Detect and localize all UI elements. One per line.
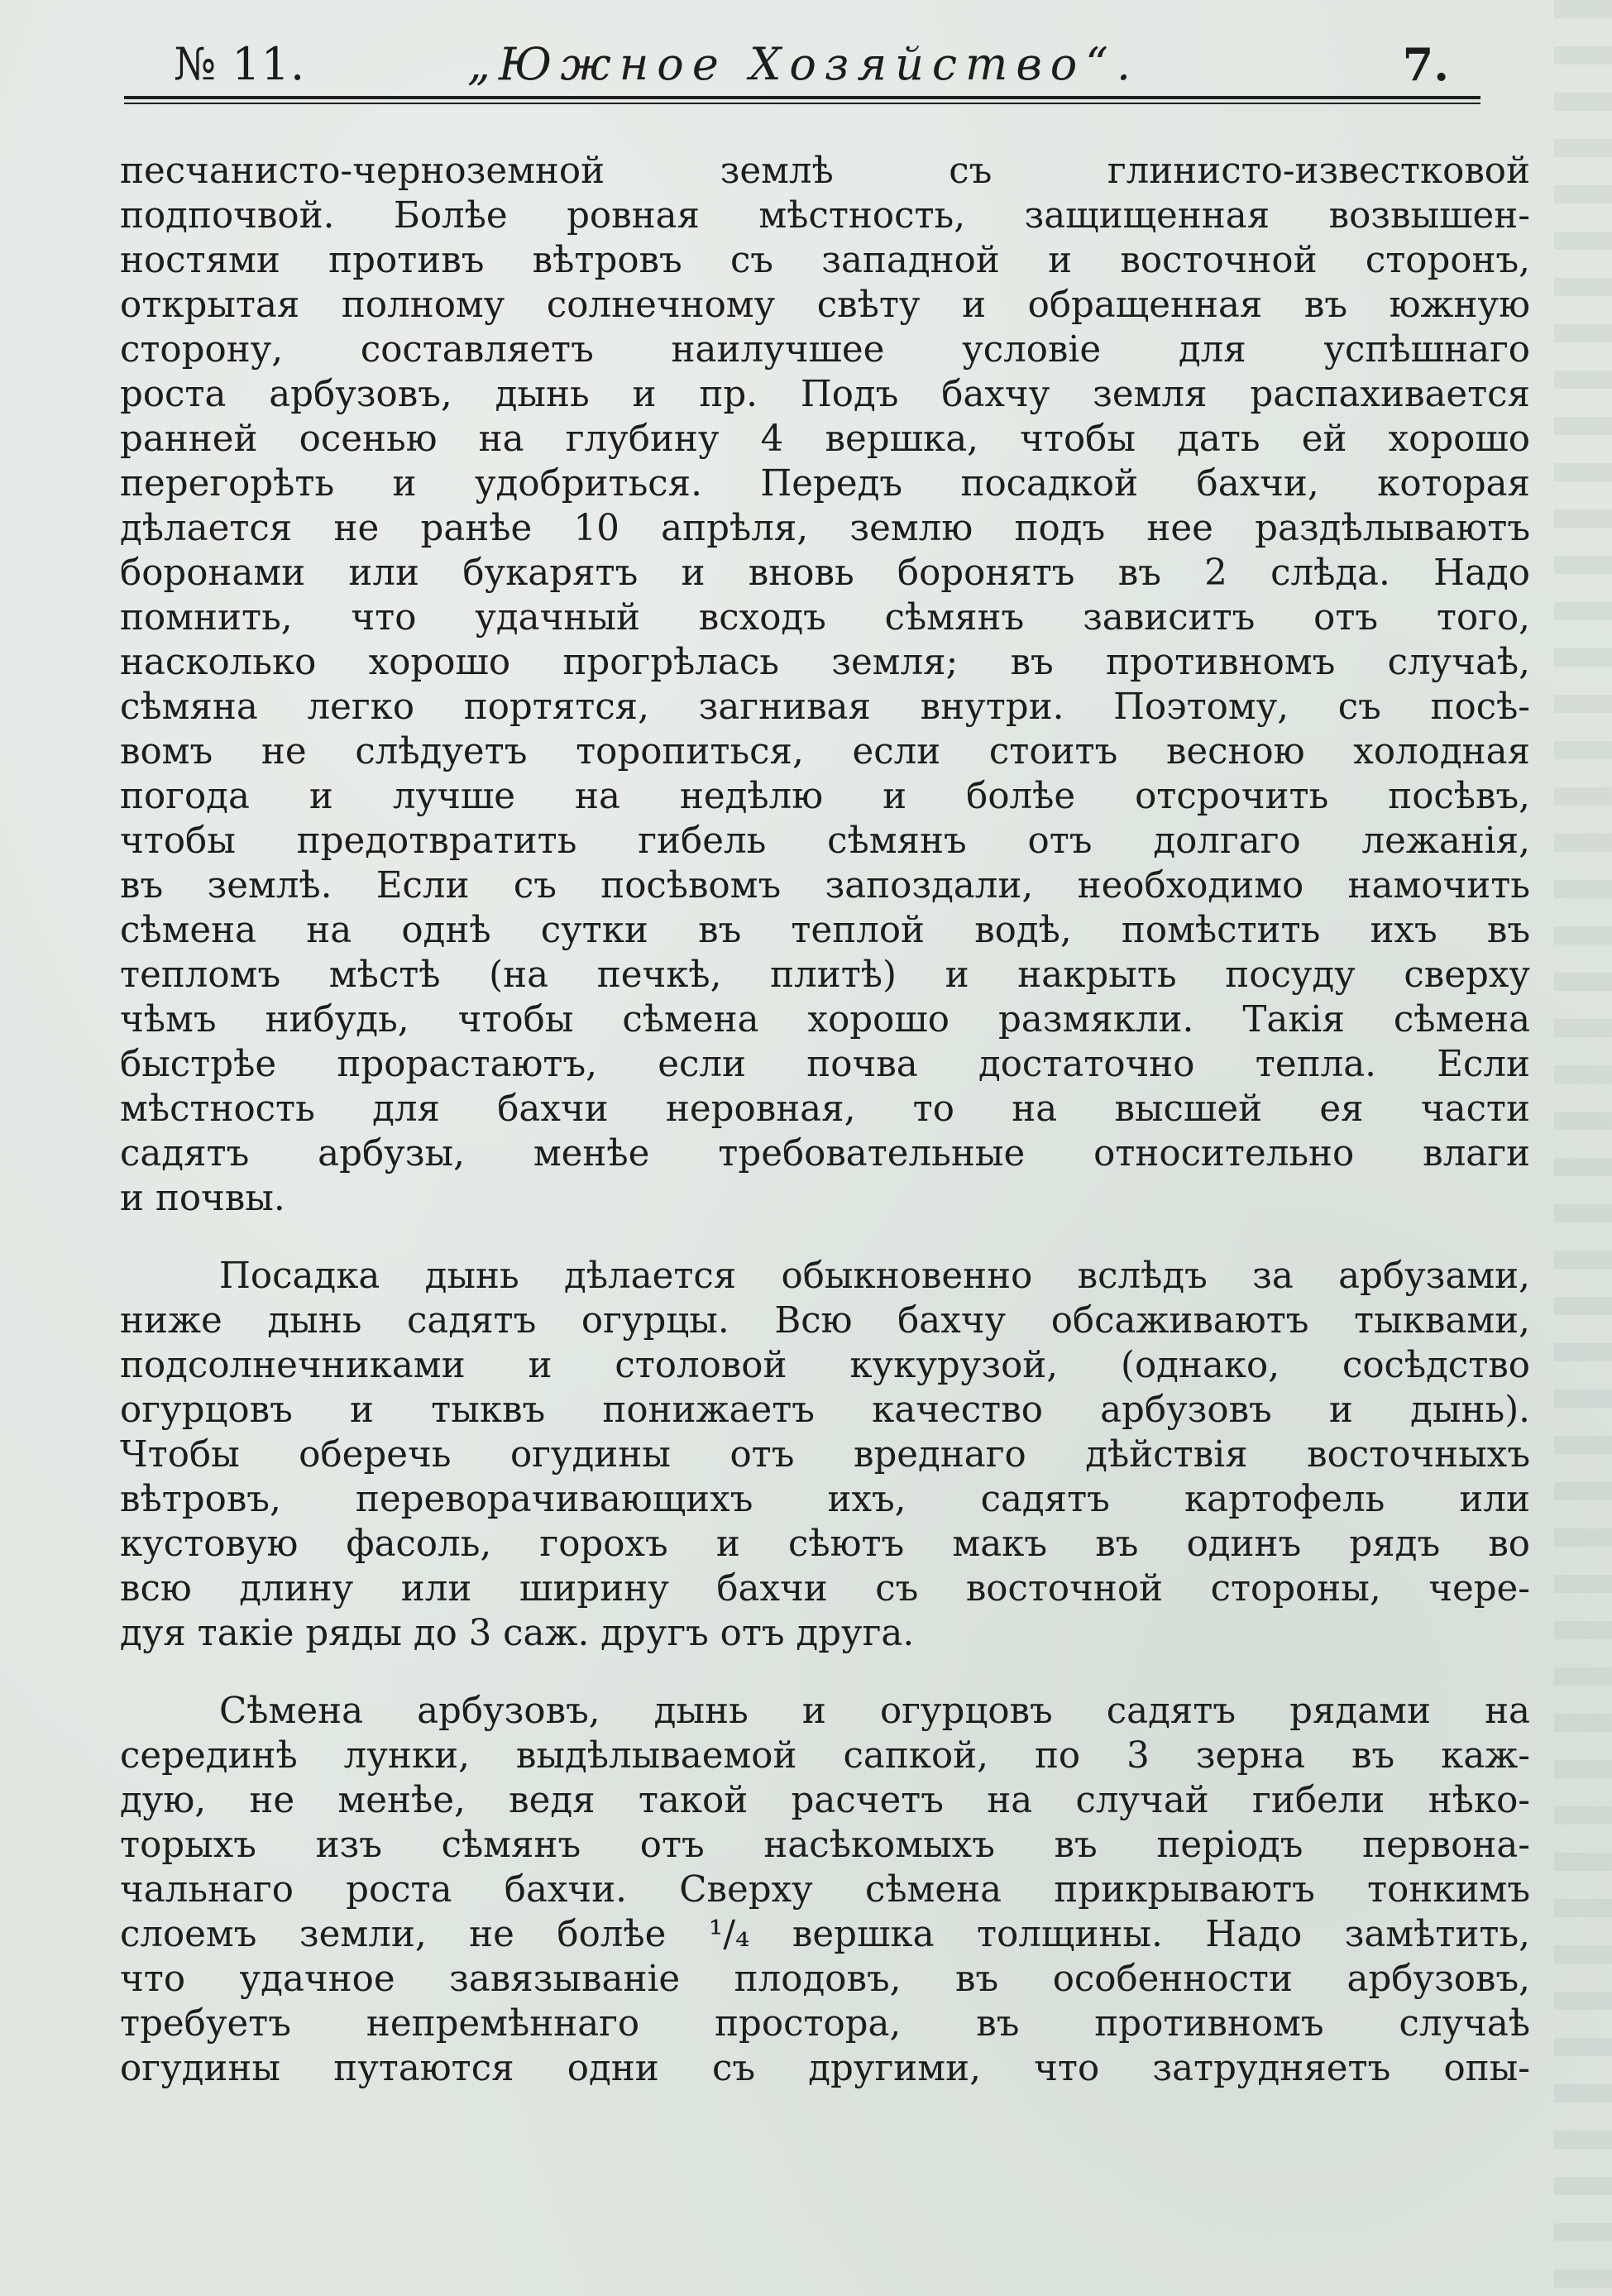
text-line: огудины путаются одни съ другими, что затрудняетъ опы-	[120, 2048, 1530, 2089]
text-line: что удачное завязываніе плодовъ, въ особенности арбузовъ,	[120, 1959, 1530, 2000]
text-line: песчанисто-черноземной землѣ съ глинисто-известковой	[120, 151, 1530, 192]
text-line: открытая полному солнечному свѣту и обращенная въ южную	[120, 285, 1530, 326]
paragraph-3	[120, 1689, 1530, 2091]
text-line: чтобы предотвратить гибель сѣмянъ отъ долгаго лежанія,	[120, 820, 1530, 862]
text-line: чальнаго роста бахчи. Сверху сѣмена прикрываютъ тонкимъ	[120, 1869, 1530, 1911]
text-line: Посадка дынь дѣлается обыкновенно вслѣдъ за арбузами,	[219, 1256, 1530, 1297]
header-rule-thick	[124, 96, 1480, 99]
text-line: перегорѣть и удобриться. Передъ посадкой бахчи, которая	[120, 463, 1530, 505]
text-line: въ землѣ. Если съ посѣвомъ запоздали, необходимо намочить	[120, 865, 1530, 906]
paragraph-1	[120, 149, 1530, 1221]
journal-title: „Южное Хозяйство“.	[466, 38, 1140, 90]
text-line: и почвы.	[120, 1178, 285, 1219]
article-body	[120, 149, 1530, 2091]
text-line: быстрѣе прорастаютъ, если почва достаточно тепла. Если	[120, 1044, 1530, 1085]
text-line: помнить, что удачный всходъ сѣмянъ зависитъ отъ того,	[120, 597, 1530, 639]
paragraph-2	[120, 1254, 1530, 1656]
text-line: мѣстность для бахчи неровная, то на высшей ея части	[120, 1088, 1530, 1130]
text-line: тепломъ мѣстѣ (на печкѣ, плитѣ) и накрыть посуду сверху	[120, 954, 1530, 996]
text-line: слоемъ земли, не болѣе ¹/₄ вершка толщины. Надо замѣтить,	[120, 1914, 1530, 1955]
text-line: чѣмъ нибудь, чтобы сѣмена хорошо размякли. Такія сѣмена	[120, 999, 1530, 1040]
text-line: сѣмена на однѣ сутки въ теплой водѣ, помѣстить ихъ въ	[120, 910, 1530, 951]
text-line: вомъ не слѣдуетъ торопиться, если стоитъ весною холодная	[120, 731, 1530, 773]
text-line: ниже дынь садятъ огурцы. Всю бахчу обсаживаютъ тыквами,	[120, 1300, 1530, 1342]
text-line: роста арбузовъ, дынь и пр. Подъ бахчу земля распахивается	[120, 374, 1530, 415]
text-line: боронами или букарятъ и вновь боронятъ въ 2 слѣда. Надо	[120, 552, 1530, 594]
text-line: огурцовъ и тыквъ понижаетъ качество арбузовъ и дынь).	[120, 1390, 1530, 1431]
text-line: кустовую фасоль, горохъ и сѣютъ макъ въ одинъ рядъ во	[120, 1523, 1530, 1565]
text-line: сторону, составляетъ наилучшее условіе для успѣшнаго	[120, 329, 1530, 371]
bleed-through-margin	[1554, 0, 1612, 2296]
text-line: серединѣ лунки, выдѣлываемой сапкой, по 3 зерна въ каж-	[120, 1735, 1530, 1777]
text-line: требуетъ непремѣннаго простора, въ противномъ случаѣ	[120, 2003, 1530, 2045]
text-line: торыхъ изъ сѣмянъ отъ насѣкомыхъ въ періодъ первона-	[120, 1825, 1530, 1866]
text-line: подпочвой. Болѣе ровная мѣстность, защищенная возвышен-	[120, 195, 1530, 237]
text-line: дѣлается не ранѣе 10 апрѣля, землю подъ нее раздѣлываютъ	[120, 508, 1530, 549]
running-header	[124, 35, 1482, 101]
text-line: ранней осенью на глубину 4 вершка, чтобы дать ей хорошо	[120, 419, 1530, 460]
text-line: всю длину или ширину бахчи съ восточной стороны, чере-	[120, 1568, 1530, 1610]
text-line: ностями противъ вѣтровъ съ западной и восточной сторонъ,	[120, 240, 1530, 281]
text-line: подсолнечниками и столовой кукурузой, (однако, сосѣдство	[120, 1345, 1530, 1386]
issue-number: № 11.	[174, 38, 306, 90]
text-line: погода и лучше на недѣлю и болѣе отсрочить посѣвъ,	[120, 776, 1530, 817]
text-line: Сѣмена арбузовъ, дынь и огурцовъ садятъ рядами на	[219, 1691, 1530, 1732]
text-line: дую, не менѣе, ведя такой расчетъ на случай гибели нѣко-	[120, 1780, 1530, 1821]
page-number: 7.	[1402, 38, 1449, 91]
text-line: дуя такіе ряды до 3 саж. другъ отъ друга.	[120, 1613, 915, 1654]
text-line: сѣмяна легко портятся, загнивая внутри. Поэтому, съ посѣ-	[120, 686, 1530, 728]
header-rule-thin	[124, 103, 1480, 104]
text-line: вѣтровъ, переворачивающихъ ихъ, садятъ картофель или	[120, 1479, 1530, 1520]
text-line: садятъ арбузы, менѣе требовательные относительно влаги	[120, 1133, 1530, 1174]
text-line: Чтобы оберечь огудины отъ вреднаго дѣйствія восточныхъ	[120, 1434, 1530, 1476]
text-line: насколько хорошо прогрѣлась земля; въ противномъ случаѣ,	[120, 642, 1530, 683]
